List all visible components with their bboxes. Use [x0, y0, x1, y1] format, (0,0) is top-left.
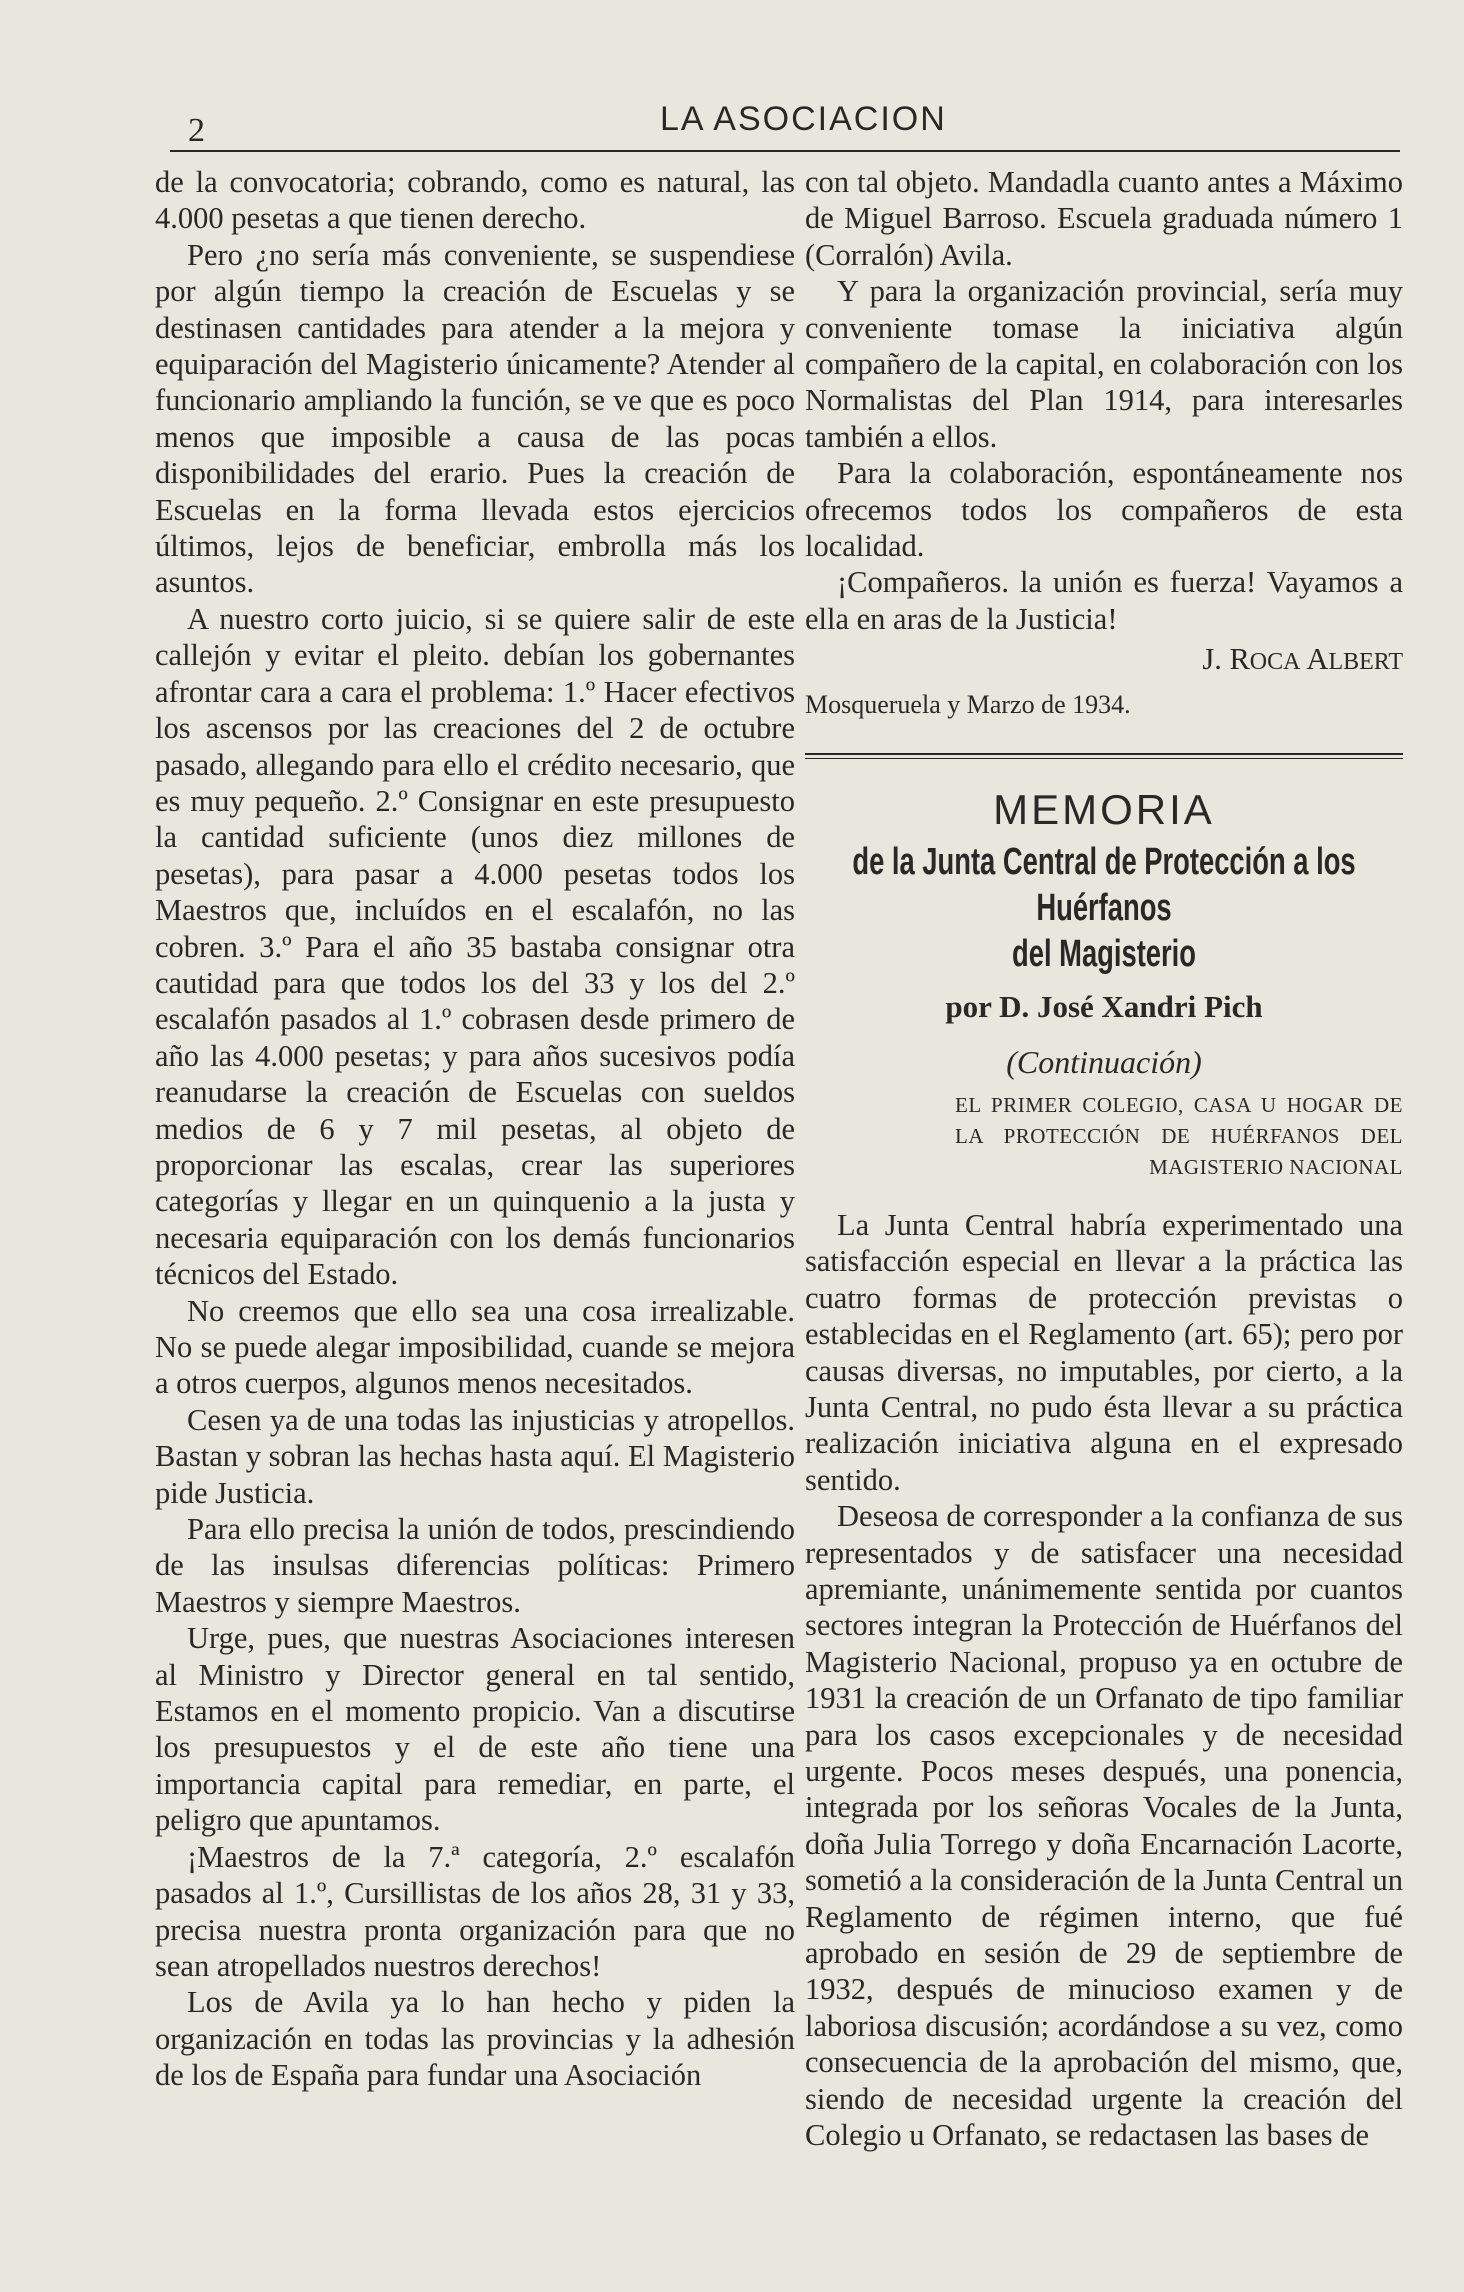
paragraph: Urge, pues, que nuestras Asociaciones interesen al Ministro y Director general en tal sentido, Estamos en el momento propicio. Van a discutirse los presupuestos y el de este año tiene una importancia capital para remediar, en parte, el peligro que apuntamos. [155, 1621, 795, 1838]
page-header [150, 92, 1400, 152]
paragraph: Cesen ya de una todas las injusticias y atropellos. Bastan y sobran las hechas hasta aquí. El Magisterio pide Justicia. [155, 1402, 795, 1510]
signature-part: LBERT [1328, 649, 1403, 676]
signature-part: A [1300, 642, 1329, 677]
place-date: Mosqueruela y Marzo de 1934. [805, 689, 1131, 719]
paragraph: Deseosa de corresponder a la confianza de sus representados y de satisfacer una necesidad apremiante, unánimemente sentida por cuantos sectores integran la Protección de Huérfanos del Magisterio Nacional, propuso ya en octubre de 1931 la creación de un Orfanato de tipo familiar para los casos excepcionales y de necesidad urgente. Pocos meses después, una ponencia, integrada por los señoras Vocales de la Junta, doña Julia Torrego y doña Encarnación Lacorte, sometió a la consideración de la Junta Central un Reglamento de régimen interno, que fué aprobado en sesión de 29 de septiembre de 1932, después de minucioso examen y de laboriosa discusión; acordándose a su vez, como consecuencia de la aprobación del mismo, que, siendo de necesidad urgente la creación del Colegio u Orfanato, se redactasen las bases de [805, 1499, 1403, 2153]
author-signature [805, 641, 1403, 680]
signature-part: OCA [1249, 649, 1301, 676]
left-column [155, 164, 795, 2094]
signature-part: J. R [1202, 642, 1250, 677]
memoria-heading: MEMORIA [993, 786, 1215, 834]
memoria-subtitle-line: de la Junta Central de Protección a los Huérfanos [852, 841, 1356, 930]
paragraph: Para ello precisa la unión de todos, prescindiendo de las insulsas diferencias políticas: Primero Maestros y siempre Maestros. [155, 1512, 795, 1619]
section-divider [805, 753, 1403, 759]
paragraph: No creemos que ello sea una cosa irrealizable. No se puede alegar imposibilidad, cuande se mejora a otros cuerpos, algunos menos necesitados. [155, 1293, 795, 1401]
memoria-author: por D. José Xandri Pich [945, 989, 1263, 1025]
page-number: 2 [188, 112, 205, 149]
paragraph: Para la colaboración, espontáneamente nos ofrecemos todos los compañeros de esta localidad. [805, 456, 1403, 564]
paragraph: de la convocatoria; cobrando, como es natural, las 4.000 pesetas a que tienen derecho. [155, 165, 795, 236]
paragraph: con tal objeto. Mandadla cuanto antes a Máximo de Miguel Barroso. Escuela graduada número 1 (Corralón) Avila. [805, 165, 1403, 272]
paragraph: Los de Avila ya lo han hecho y piden la organización en todas las provincias y la adhesión de los de España para fundar una Asociación [155, 1985, 795, 2093]
memoria-subtitle-line: del Magisterio [1012, 933, 1196, 976]
memoria-subtitle [831, 839, 1377, 977]
chapter-heading: EL PRIMER COLEGIO, CASA U HOGAR DE LA PROTECCIÓN DE HUÉRFANOS DEL MAGISTERIO NACIONAL [955, 1092, 1403, 1179]
memoria-continuation: (Continuación) [1006, 1043, 1202, 1080]
paragraph: Pero ¿no sería más conveniente, se suspendiese por algún tiempo la creación de Escuelas y se destinasen cantidades para atender a la mejora y equiparación del Magisterio únicamente? Atender al funcionario ampliando la función, se ve que es poco menos que imposible a causa de las pocas disponibilidades del erario. Pues la creación de Escuelas en la forma llevada estos ejercicios últimos, lejos de beneficiar, embrolla más los asuntos. [155, 237, 795, 600]
header-rule [170, 150, 1400, 152]
paragraph: ¡Compañeros. la unión es fuerza! Vayamos a ella en aras de la Justicia! [805, 565, 1403, 636]
paragraph: ¡Maestros de la 7.ª categoría, 2.º escalafón pasados al 1.º, Cursillistas de los años 28, 31 y 33, precisa nuestra pronta organización para que no sean atropellados nuestros derechos! [155, 1839, 795, 1983]
paragraph: A nuestro corto juicio, si se quiere salir de este callejón y evitar el pleito. debían los gobernantes afrontar cara a cara el problema: 1.º Hacer efectivos los ascensos por las creaciones del 2 de octubre pasado, allegando para ello el crédito necesario, que es muy pequeño. 2.º Consignar en este presupuesto la cantidad suficiente (unos diez millones de pesetas), para pasar a 4.000 pesetas todos los Maestros que, incluídos en el escalafón, no las cobren. 3.º Para el año 35 bastaba consignar otra cautidad para que todos los del 33 y los del 2.º escalafón pasados al 1.º cobrasen desde primero de año las 4.000 pesetas; y para años sucesivos podía reanudarse la creación de Escuelas con sueldos medios de 6 y 7 mil pesetas, al objeto de proporcionar las escalas, crear las superiores categorías y llegar en un quinquenio a la justa y necesaria equiparación con los demás funcionarios técnicos del Estado. [155, 601, 795, 1292]
paragraph: La Junta Central habría experimentado una satisfacción especial en llevar a la práctica las cuatro formas de protección previstas o establecidas en el Reglamento (art. 65); pero por causas diversas, no imputables, por cierto, a la Junta Central, no pudo ésta llevar a su práctica realización iniciativa alguna en el expresado sentido. [805, 1207, 1403, 1497]
right-column [805, 164, 1403, 2153]
paragraph: Y para la organización provincial, sería muy conveniente tomase la iniciativa algún compañero de la capital, en colaboración con los Normalistas del Plan 1914, para interesarles también a ellos. [805, 274, 1403, 454]
journal-title: LA ASOCIACION [660, 100, 947, 138]
